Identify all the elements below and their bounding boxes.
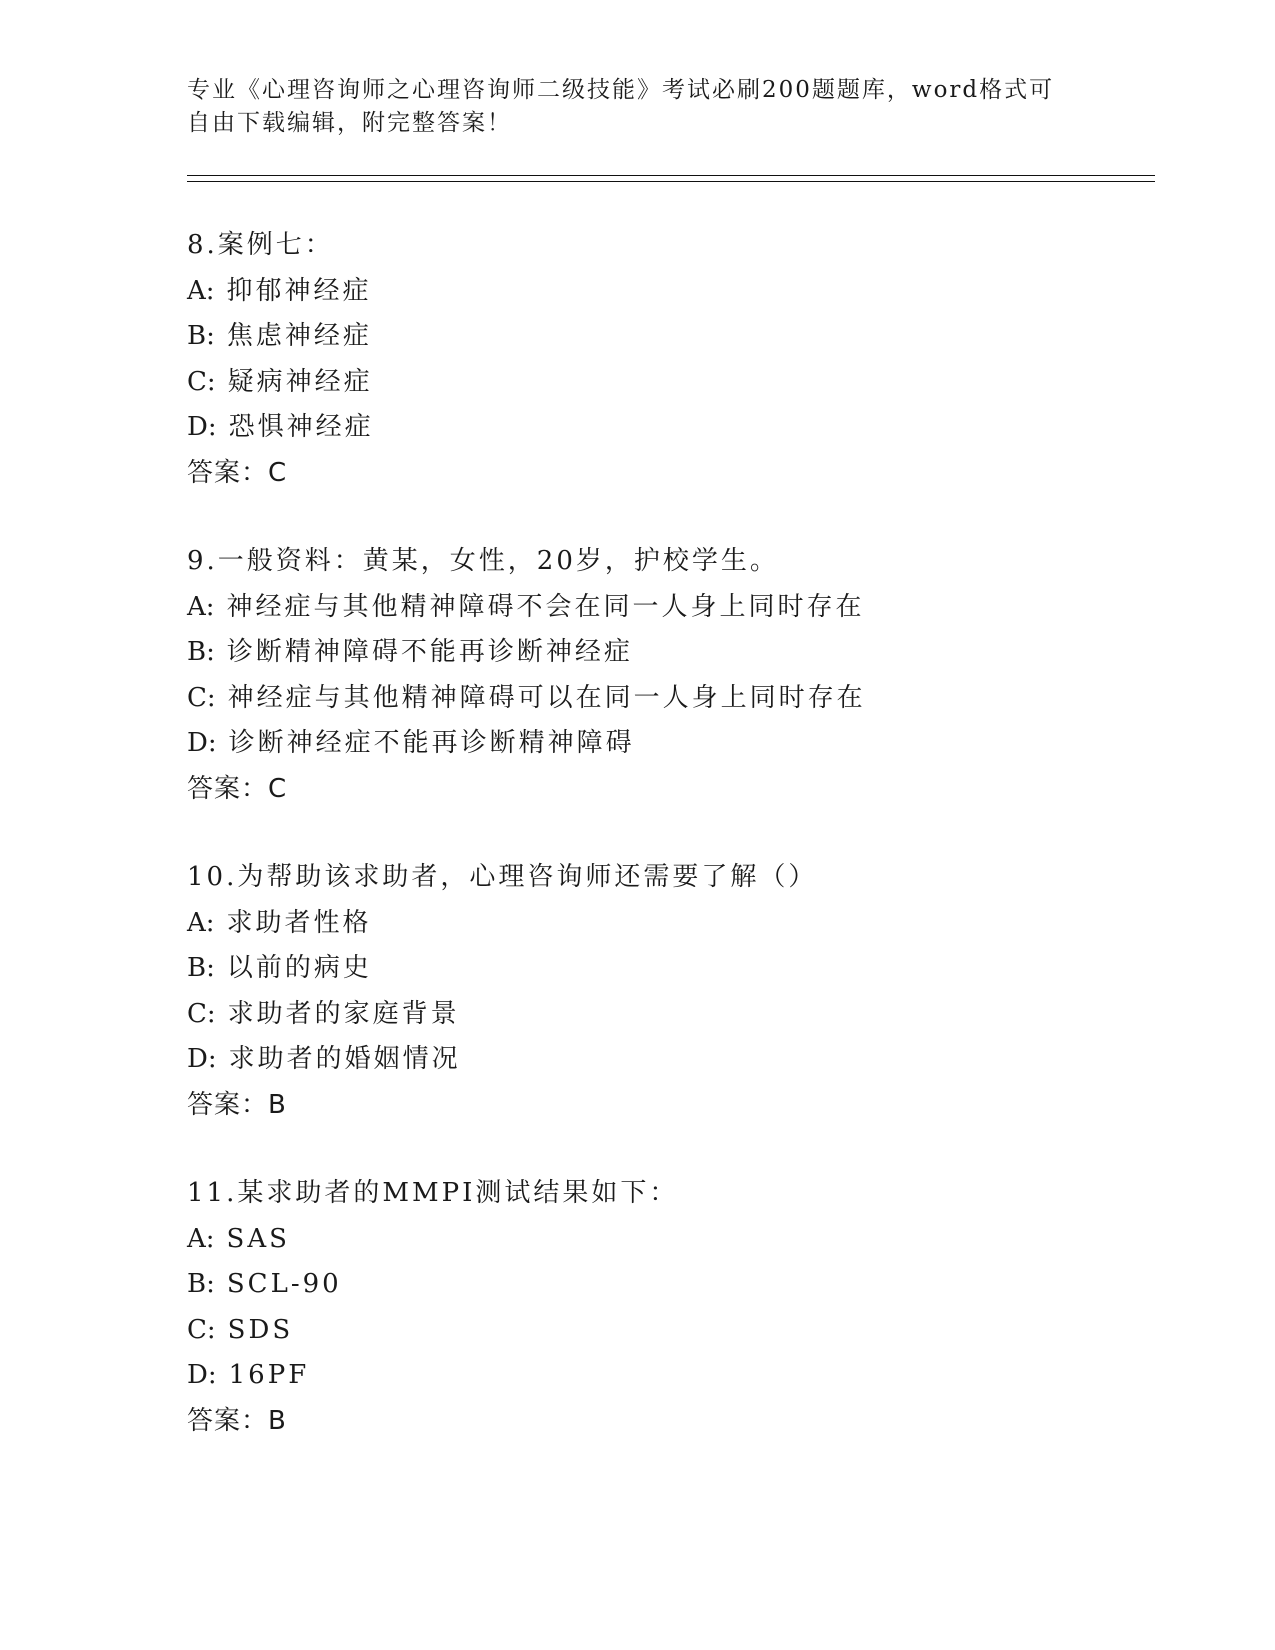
option-b: B: SCL-90	[187, 1269, 342, 1299]
option-d: D: 求助者的婚姻情况	[187, 1044, 461, 1074]
option-d: D: 恐惧神经症	[187, 412, 374, 442]
question-9	[187, 539, 1147, 812]
option-b: B: 诊断精神障碍不能再诊断神经症	[187, 637, 633, 667]
question-stem: 9.一般资料：黄某，女性，20岁，护校学生。	[187, 546, 779, 576]
option-c: C: 神经症与其他精神障碍可以在同一人身上同时存在	[187, 682, 866, 713]
answer-line: 答案：C	[187, 773, 288, 804]
question-10	[187, 855, 1147, 1128]
question-11	[187, 1171, 1147, 1444]
header-divider-bottom	[187, 181, 1155, 182]
option-a: A: 抑郁神经症	[187, 275, 372, 306]
option-a: A: 神经症与其他精神障碍不会在同一人身上同时存在	[187, 591, 865, 622]
option-d: D: 16PF	[187, 1360, 310, 1390]
answer-line: 答案：B	[187, 1089, 287, 1120]
answer-line: 答案：C	[187, 457, 288, 488]
answer-line: 答案：B	[187, 1405, 287, 1436]
question-stem: 11.某求助者的MMPI测试结果如下：	[187, 1178, 679, 1208]
option-a: A: 求助者性格	[187, 907, 372, 938]
option-a: A: SAS	[187, 1223, 290, 1254]
option-b: B: 焦虑神经症	[187, 321, 372, 351]
question-stem: 10.为帮助该求助者，心理咨询师还需要了解（）	[187, 862, 818, 892]
option-d: D: 诊断神经症不能再诊断精神障碍	[187, 728, 635, 758]
option-b: B: 以前的病史	[187, 953, 372, 983]
option-c: C: 疑病神经症	[187, 366, 373, 397]
question-8	[187, 223, 1147, 496]
option-c: C: 求助者的家庭背景	[187, 998, 460, 1029]
header-divider-top	[187, 175, 1155, 176]
question-stem: 8.案例七：	[187, 230, 334, 260]
option-c: C: SDS	[187, 1314, 294, 1345]
document-intro: 专业《心理咨询师之心理咨询师二级技能》考试必刷200题题库，word格式可自由下载编辑，附完整答案！	[187, 77, 1055, 136]
